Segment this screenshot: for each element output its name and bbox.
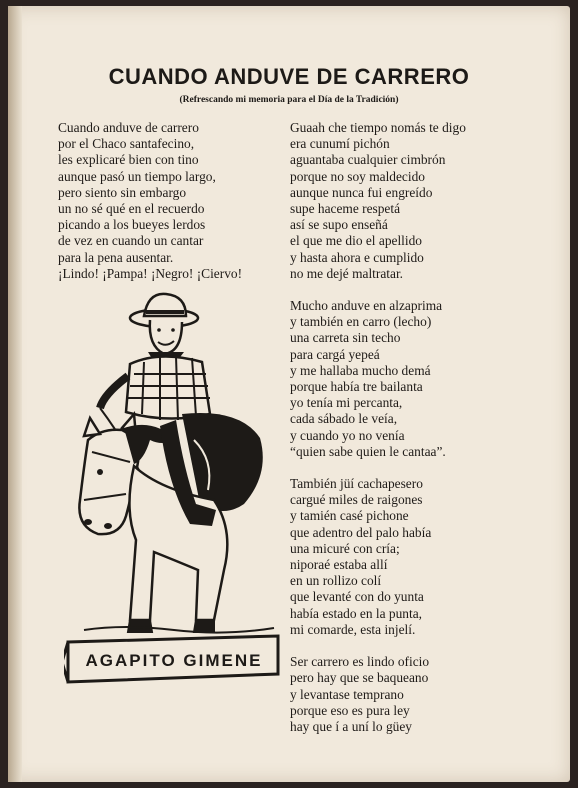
verse-line: una micuré con cría; bbox=[290, 540, 400, 556]
verse-line: Ser carrero es lindo oficio bbox=[290, 654, 430, 670]
stanza-1 bbox=[58, 120, 288, 282]
page-spine-shadow bbox=[8, 6, 22, 782]
rider-shirt-drawing bbox=[126, 356, 210, 420]
verse-line: ¡Lindo! ¡Pampa! ¡Negro! ¡Ciervo! bbox=[58, 265, 243, 281]
verse-line: había estado en la punta, bbox=[290, 605, 422, 621]
right-column bbox=[290, 120, 552, 751]
verse-line: que levanté con do yunta bbox=[290, 589, 424, 605]
verse-line: no me dejé maltratar. bbox=[290, 265, 404, 281]
verse-line: “quien sabe quien le cantaa”. bbox=[290, 443, 446, 459]
stanza-3 bbox=[290, 298, 552, 460]
verse-line: supe haceme respetá bbox=[290, 201, 401, 217]
verse-line: de vez en cuando un cantar bbox=[58, 233, 204, 249]
verse-line: pero siento sin embargo bbox=[58, 184, 187, 200]
verse-line: y me hallaba mucho demá bbox=[290, 362, 431, 378]
verse-line: porque no soy maldecido bbox=[290, 168, 425, 184]
verse-line: un no sé qué en el recuerdo bbox=[58, 201, 205, 217]
verse-line: por el Chaco santafecino, bbox=[58, 136, 195, 152]
verse-line: para la pena ausentar. bbox=[58, 249, 174, 265]
verse-line: en un rollizo colí bbox=[290, 573, 382, 589]
verse-line: el que me dio el apellido bbox=[290, 233, 423, 249]
verse-line: aunque nunca fui engreído bbox=[290, 184, 433, 200]
stanza-5 bbox=[290, 654, 552, 735]
verse-line: y levantase temprano bbox=[290, 686, 404, 702]
verse-line: pero hay que se baqueano bbox=[290, 670, 429, 686]
verse-line: y también en carro (lecho) bbox=[290, 314, 432, 330]
banner-text: AGAPITO GIMENE bbox=[85, 651, 263, 670]
verse-line: picando a los bueyes lerdos bbox=[58, 217, 206, 233]
ground-drawing bbox=[84, 627, 274, 633]
verse-line: era cunumí pichón bbox=[290, 136, 390, 152]
verse-line: cada sábado le veía, bbox=[290, 411, 398, 427]
verse-line: niporaé estaba allí bbox=[290, 557, 388, 573]
verse-line: y tamién casé pichone bbox=[290, 508, 409, 524]
verse-line: y hasta ahora e cumplido bbox=[290, 249, 424, 265]
verse-line: Guaah che tiempo nomás te digo bbox=[290, 120, 466, 135]
verse-line: Cuando anduve de carrero bbox=[58, 120, 199, 135]
rider-face-drawing bbox=[150, 320, 182, 354]
rider-arm-drawing bbox=[100, 376, 128, 408]
gaucho-on-horse-illustration bbox=[64, 290, 284, 690]
left-column bbox=[58, 120, 288, 298]
verse-line: una carreta sin techo bbox=[290, 330, 401, 346]
verse-line: hay que í a uní lo güey bbox=[290, 718, 412, 734]
stanza-4 bbox=[290, 476, 552, 638]
verse-line: mi comarde, esta injelí. bbox=[290, 621, 416, 637]
verse-line: y cuando yo no venía bbox=[290, 427, 405, 443]
name-banner bbox=[64, 636, 278, 682]
verse-line: aunque pasó un tiempo largo, bbox=[58, 168, 216, 184]
verse-line: cargué miles de raigones bbox=[290, 492, 423, 508]
verse-line: porque había tre bailanta bbox=[290, 379, 423, 395]
poem-title: CUANDO ANDUVE DE CARRERO bbox=[108, 64, 470, 89]
verse-line: así se supo enseñá bbox=[290, 217, 388, 233]
verse-line: porque eso es pura ley bbox=[290, 702, 410, 718]
verse-line: les explicaré bien con tino bbox=[58, 152, 199, 168]
verse-line: También jüí cachapesero bbox=[290, 476, 423, 492]
book-page bbox=[8, 6, 570, 782]
verse-line: que adentro del palo había bbox=[290, 524, 432, 540]
verse-line: para cargá yepeá bbox=[290, 346, 380, 362]
verse-line: Mucho anduve en alzaprima bbox=[290, 298, 443, 314]
stanza-2 bbox=[290, 120, 552, 282]
verse-line: yo tenía mi percanta, bbox=[290, 395, 403, 411]
verse-line: aguantaba cualquier cimbrón bbox=[290, 152, 446, 168]
poem-subtitle: (Refrescando mi memoria para el Día de la Tradición) bbox=[179, 95, 399, 105]
